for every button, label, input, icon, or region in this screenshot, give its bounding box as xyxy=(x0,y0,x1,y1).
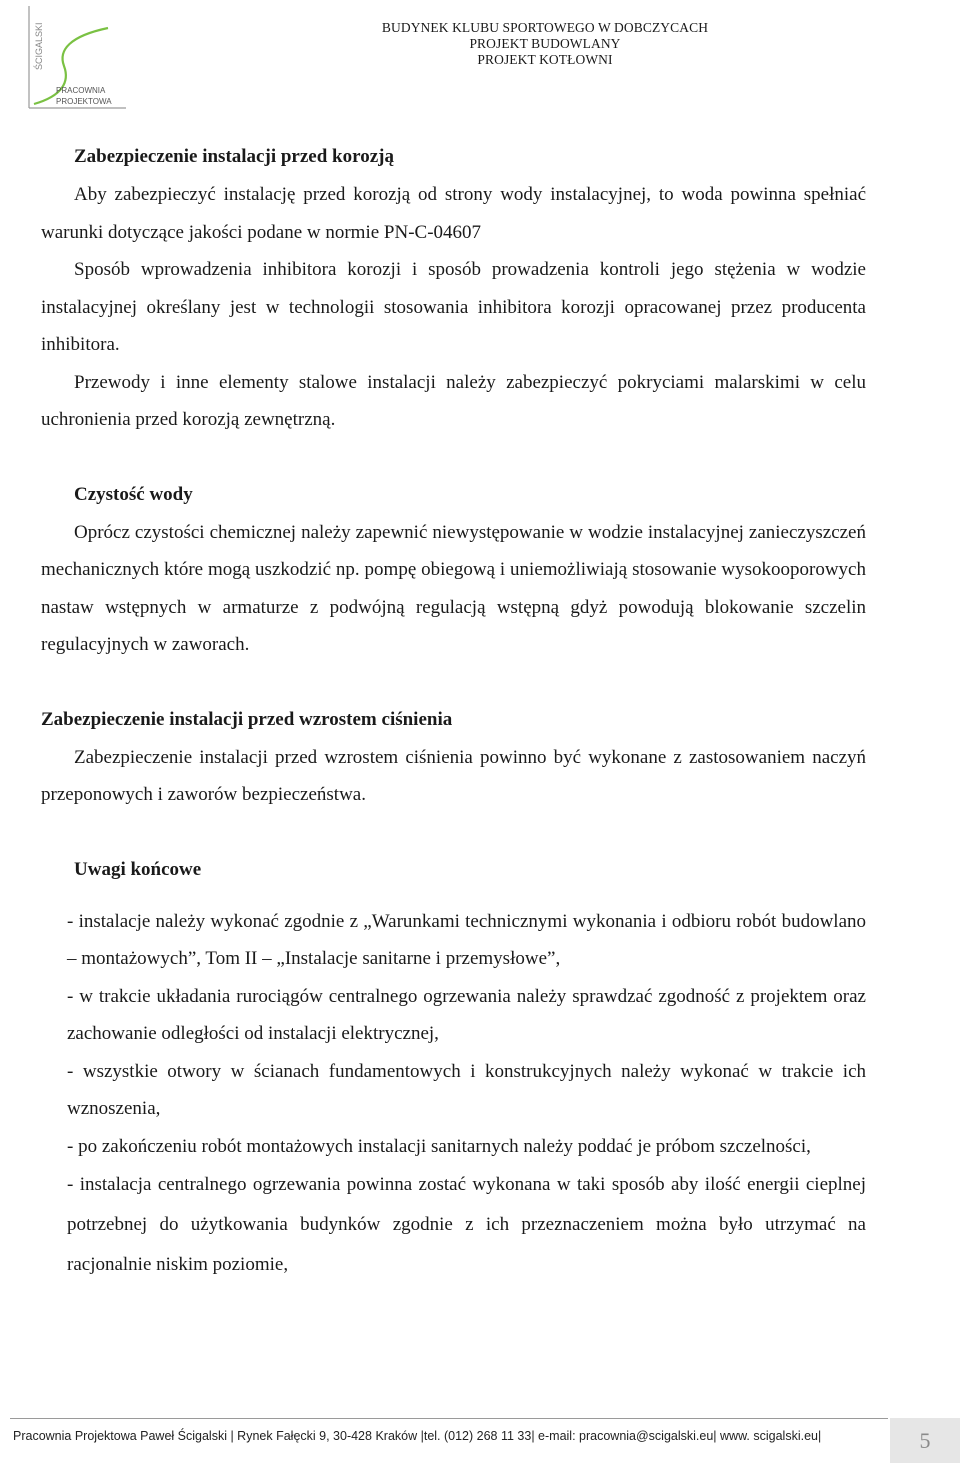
section-pressure-p1: Zabezpieczenie instalacji przed wzrostem ciśnienia powinno być wykonane z zastosowaniem naczyń przeponowych i zaworów bezpieczeństwa. xyxy=(41,746,866,805)
logo-graphic xyxy=(22,0,132,118)
remarks-item: - instalacja centralnego ogrzewania powinna zostać wykonana w taki sposób aby ilość energii cieplnej potrzebnej do użytkowania budynków zgodnie z ich przeznaczeniem można było utrzymać na racjonalnie niskim poziomie, xyxy=(67,1174,866,1275)
logo-line1: PRACOWNIA xyxy=(56,86,106,95)
section-corrosion-p2: Sposób wprowadzenia inhibitora korozji i sposób prowadzenia kontroli jego stężenia w wodzie instalacyjnej określany jest w technologii stosowania inhibitora korozji opracowanej przez producenta inhibitora. xyxy=(41,259,866,355)
remarks-list xyxy=(41,903,866,1286)
section-water-title: Czystość wody xyxy=(74,483,193,505)
section-pressure-title: Zabezpieczenie instalacji przed wzrostem ciśnienia xyxy=(41,708,453,730)
header-project-name: PROJEKT KOTŁOWNI xyxy=(477,52,613,67)
document-header xyxy=(330,20,760,68)
remarks-item: - po zakończeniu robót montażowych instalacji sanitarnych należy poddać je próbom szczelności, xyxy=(67,1135,811,1157)
section-remarks-title: Uwagi końcowe xyxy=(74,858,202,880)
logo-brand: ŚCIGALSKI xyxy=(34,22,44,70)
footer-divider xyxy=(10,1418,888,1419)
remarks-item: - w trakcie układania rurociągów centralnego ogrzewania należy sprawdzać zgodność z projektem oraz zachowanie odległości od instalacji elektrycznej, xyxy=(67,985,866,1044)
remarks-item: - wszystkie otwory w ścianach fundamentowych i konstrukcyjnych należy wykonać w trakcie ich wznoszenia, xyxy=(67,1060,866,1119)
header-building: BUDYNEK KLUBU SPORTOWEGO W DOBCZYCACH xyxy=(381,20,709,35)
section-corrosion-p3: Przewody i inne elementy stalowe instalacji należy zabezpieczyć pokryciami malarskimi w celu uchronienia przed korozją zewnętrzną. xyxy=(41,371,866,430)
section-corrosion-title: Zabezpieczenie instalacji przed korozją xyxy=(74,146,394,167)
logo-line2: PROJEKTOWA xyxy=(56,97,112,106)
document-body xyxy=(41,138,866,1285)
section-water-p1: Oprócz czystości chemicznej należy zapewnić niewystępowanie w wodzie instalacyjnej zanieczyszczeń mechanicznych które mogą uszkodzić np. pompę obiegową i uniemożliwiają stosowanie wysokooporowych nastaw wstępnych w armaturze z podwójną regulacją wstępną gdyż powodują blokowanie szczelin regulacyjnych w zaworach. xyxy=(41,521,866,655)
company-logo xyxy=(22,0,132,118)
remarks-item: - instalacje należy wykonać zgodnie z „Warunkami technicznymi wykonania i odbioru robót budowlano – montażowych”, Tom II – „Instalacje sanitarne i przemysłowe”, xyxy=(67,910,866,969)
section-corrosion-p1: Aby zabezpieczyć instalację przed korozją od strony wody instalacyjnej, to woda powinna spełniać warunki dotyczące jakości podane w normie PN-C-04607 xyxy=(41,184,866,243)
footer-contact: Pracownia Projektowa Paweł Ścigalski | Rynek Fałęcki 9, 30-428 Kraków |tel. (012) 268 11 33| e-mail: pracownia@scigalski.eu| www. scigalski.eu| xyxy=(13,1429,822,1443)
page-number: 5 xyxy=(890,1418,960,1463)
header-project-type: PROJEKT BUDOWLANY xyxy=(469,36,621,51)
